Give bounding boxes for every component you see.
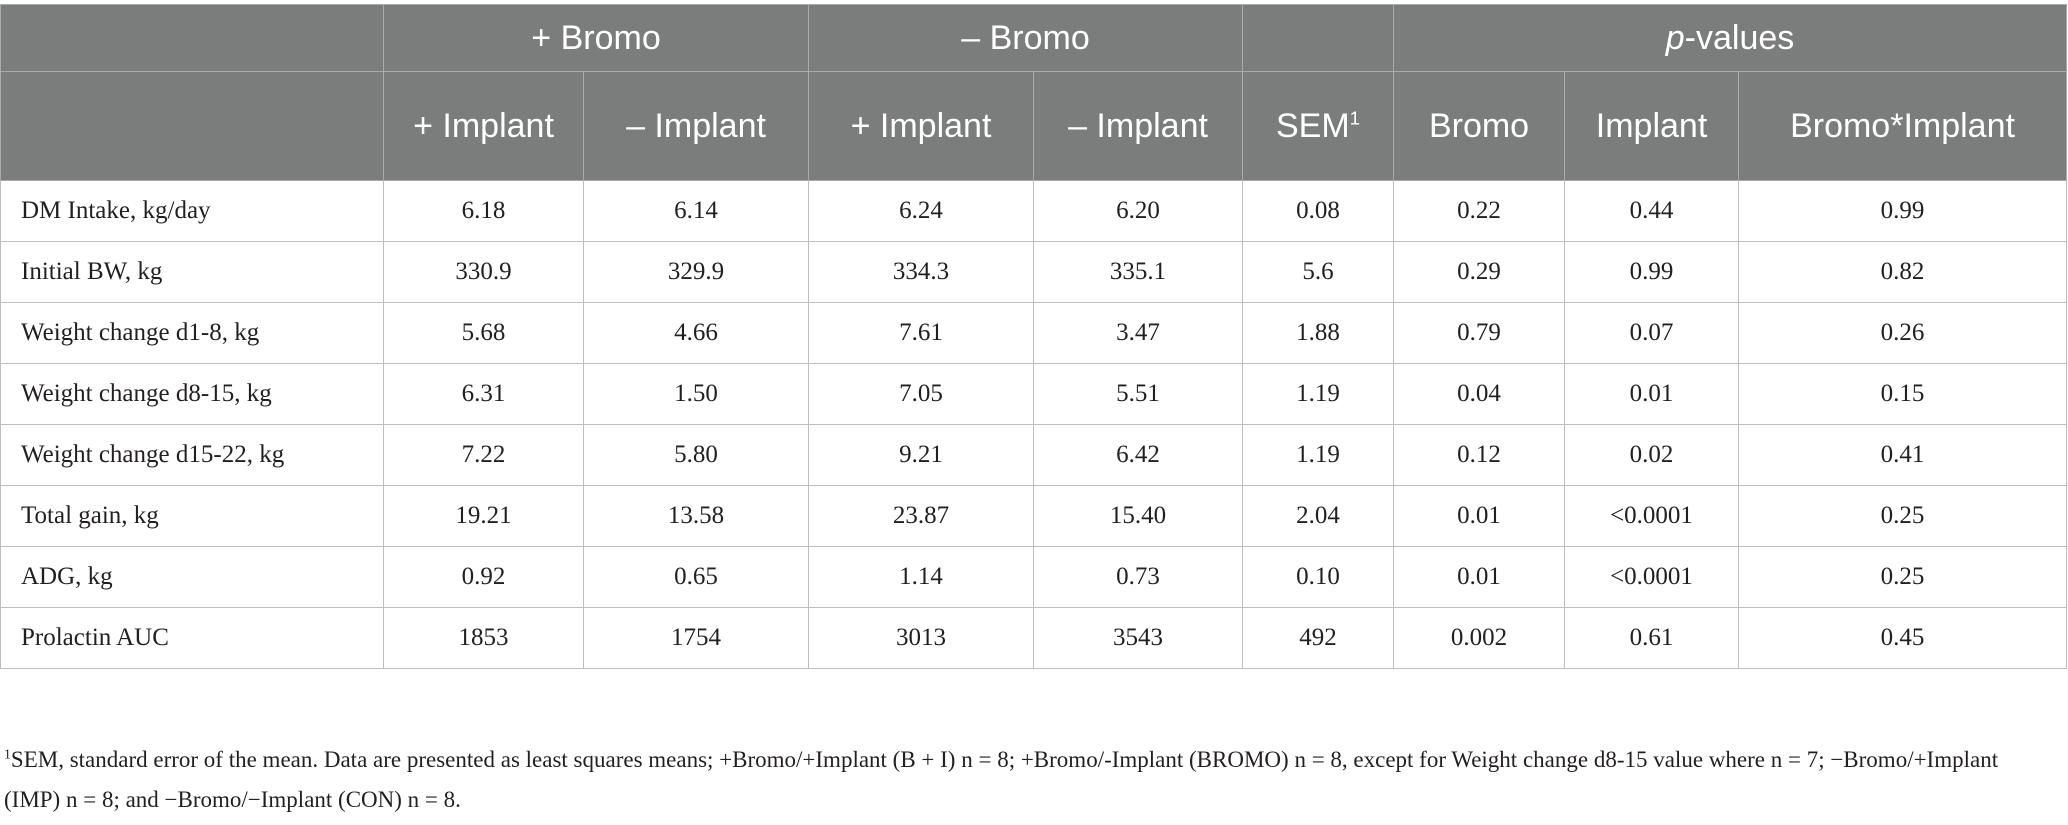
table-row — [1, 364, 2067, 425]
table-cell: 0.82 — [1739, 242, 2067, 303]
table-row — [1, 608, 2067, 669]
table-cell: 0.92 — [384, 547, 584, 608]
row-label: DM Intake, kg/day — [1, 181, 384, 242]
table-cell: <0.0001 — [1565, 547, 1739, 608]
header-plus-implant-2: + Implant — [809, 72, 1034, 181]
table-cell: 13.58 — [584, 486, 809, 547]
row-label: Prolactin AUC — [1, 608, 384, 669]
table-cell: 0.22 — [1394, 181, 1565, 242]
table-cell: 15.40 — [1034, 486, 1243, 547]
header-bromo: Bromo — [1394, 72, 1565, 181]
header-pvalues — [1394, 5, 2067, 72]
table-cell: 0.61 — [1565, 608, 1739, 669]
header-plus-bromo: + Bromo — [384, 5, 809, 72]
table-cell: 0.25 — [1739, 486, 2067, 547]
table-cell: 0.45 — [1739, 608, 2067, 669]
table-cell: 5.51 — [1034, 364, 1243, 425]
table-cell: <0.0001 — [1565, 486, 1739, 547]
table-cell: 0.79 — [1394, 303, 1565, 364]
row-label: Initial BW, kg — [1, 242, 384, 303]
table-cell: 1.50 — [584, 364, 809, 425]
table-row — [1, 486, 2067, 547]
row-label: Total gain, kg — [1, 486, 384, 547]
table-cell: 6.31 — [384, 364, 584, 425]
table-cell: 6.20 — [1034, 181, 1243, 242]
table-cell: 0.04 — [1394, 364, 1565, 425]
header-pvalues-rest: -values — [1684, 19, 1795, 57]
header-interaction: Bromo*Implant — [1739, 72, 2067, 181]
header-plus-implant-1: + Implant — [384, 72, 584, 181]
table-cell: 0.25 — [1739, 547, 2067, 608]
table-cell: 335.1 — [1034, 242, 1243, 303]
table-cell: 0.01 — [1394, 486, 1565, 547]
table-cell: 6.42 — [1034, 425, 1243, 486]
table-cell: 0.29 — [1394, 242, 1565, 303]
table-cell: 6.24 — [809, 181, 1034, 242]
table-cell: 0.08 — [1243, 181, 1394, 242]
data-table — [0, 4, 2067, 669]
row-label: Weight change d8-15, kg — [1, 364, 384, 425]
row-label: Weight change d1-8, kg — [1, 303, 384, 364]
table-cell: 5.6 — [1243, 242, 1394, 303]
header-minus-implant-2: – Implant — [1034, 72, 1243, 181]
header-pvalues-italic: p — [1665, 19, 1685, 57]
table-cell: 0.73 — [1034, 547, 1243, 608]
group-header-row — [1, 5, 2067, 72]
table-cell: 3013 — [809, 608, 1034, 669]
footnote-sup: 1 — [4, 746, 11, 762]
header-sem — [1243, 72, 1394, 181]
table-cell: 19.21 — [384, 486, 584, 547]
table-cell: 492 — [1243, 608, 1394, 669]
header-minus-implant-1: – Implant — [584, 72, 809, 181]
table-cell: 1.19 — [1243, 425, 1394, 486]
table-cell: 7.22 — [384, 425, 584, 486]
table-cell: 6.18 — [384, 181, 584, 242]
header-empty-label — [1, 72, 384, 181]
table-cell: 23.87 — [809, 486, 1034, 547]
table-cell: 6.14 — [584, 181, 809, 242]
table-cell: 0.002 — [1394, 608, 1565, 669]
table-cell: 0.01 — [1565, 364, 1739, 425]
table-cell: 0.99 — [1565, 242, 1739, 303]
table-cell: 0.02 — [1565, 425, 1739, 486]
footnote-text: SEM, standard error of the mean. Data are presented as least squares means; +Bromo/+Implant (B + I) n = 8; +Bromo/-Implant (BROMO) n = 8, except for Weight change d8-15 value where n = 7; −Bromo/+Implant (IMP) n = 8; and −Bromo/−Implant (CON) n = 8. — [4, 747, 1999, 812]
header-empty-corner — [1, 5, 384, 72]
table-cell: 0.65 — [584, 547, 809, 608]
table-cell: 0.12 — [1394, 425, 1565, 486]
table-cell: 329.9 — [584, 242, 809, 303]
table-cell: 1754 — [584, 608, 809, 669]
table-cell: 5.80 — [584, 425, 809, 486]
table-cell: 1.19 — [1243, 364, 1394, 425]
table-cell: 4.66 — [584, 303, 809, 364]
row-label: Weight change d15-22, kg — [1, 425, 384, 486]
row-label: ADG, kg — [1, 547, 384, 608]
table-cell: 5.68 — [384, 303, 584, 364]
table-cell: 0.15 — [1739, 364, 2067, 425]
table-cell: 330.9 — [384, 242, 584, 303]
table-row — [1, 181, 2067, 242]
table-cell: 1853 — [384, 608, 584, 669]
header-empty-sem — [1243, 5, 1394, 72]
table-cell: 1.14 — [809, 547, 1034, 608]
table-cell: 0.44 — [1565, 181, 1739, 242]
table-container — [0, 4, 2068, 669]
table-cell: 0.01 — [1394, 547, 1565, 608]
table-row — [1, 547, 2067, 608]
table-cell: 7.05 — [809, 364, 1034, 425]
table-cell: 2.04 — [1243, 486, 1394, 547]
table-cell: 3543 — [1034, 608, 1243, 669]
table-row — [1, 242, 2067, 303]
table-cell: 3.47 — [1034, 303, 1243, 364]
table-body — [1, 181, 2067, 669]
header-minus-bromo: – Bromo — [809, 5, 1243, 72]
table-cell: 9.21 — [809, 425, 1034, 486]
table-cell: 1.88 — [1243, 303, 1394, 364]
table-row — [1, 303, 2067, 364]
table-row — [1, 425, 2067, 486]
table-cell: 0.99 — [1739, 181, 2067, 242]
table-cell: 0.10 — [1243, 547, 1394, 608]
header-sem-text: SEM — [1275, 107, 1350, 145]
table-cell: 0.26 — [1739, 303, 2067, 364]
table-cell: 0.07 — [1565, 303, 1739, 364]
table-cell: 0.41 — [1739, 425, 2067, 486]
header-sem-sup: 1 — [1349, 107, 1361, 129]
table-cell: 334.3 — [809, 242, 1034, 303]
table-cell: 7.61 — [809, 303, 1034, 364]
table-footnote — [4, 740, 2054, 820]
header-implant: Implant — [1565, 72, 1739, 181]
sub-header-row — [1, 72, 2067, 181]
